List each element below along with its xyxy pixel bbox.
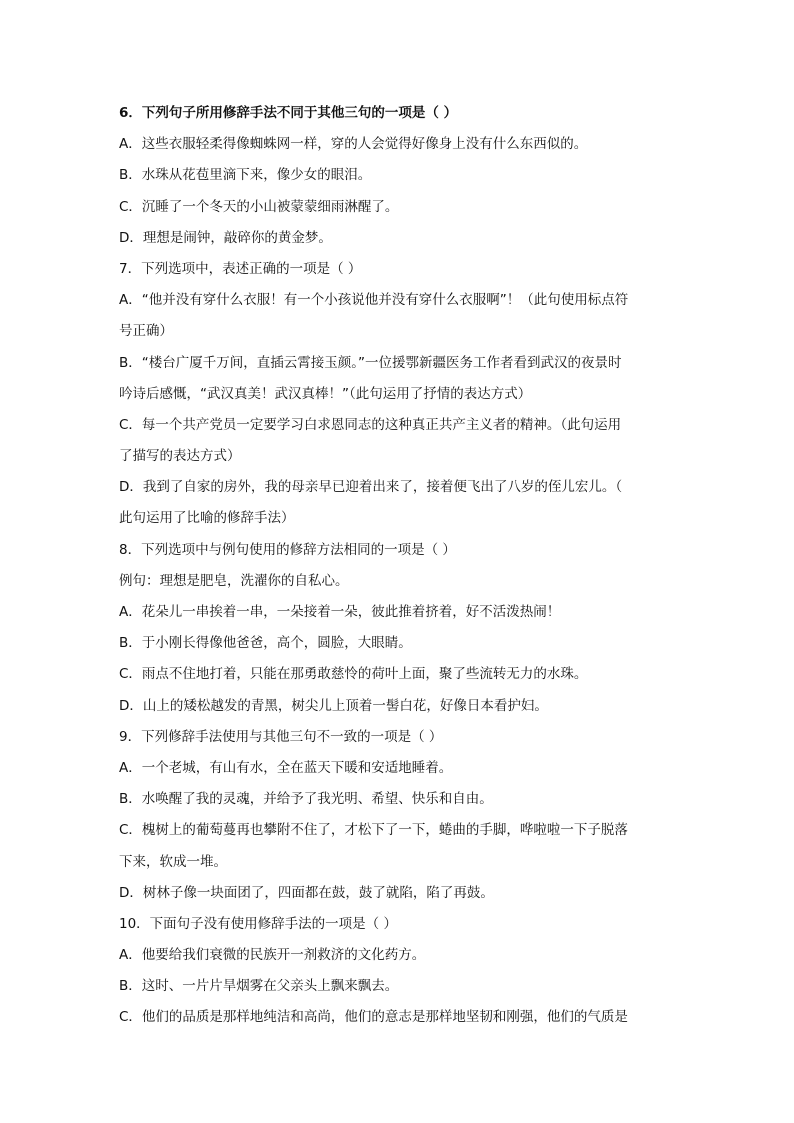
option-a-continued: 号正确） [119,323,173,340]
option-c: C．沉睡了一个冬天的小山被蒙蒙细雨淋醒了。 [119,198,399,215]
option-d: D．树林子像一块面团了，四面都在鼓，鼓了就陷，陷了再鼓。 [119,884,494,901]
option-c-continued: 下来，软成一堆。 [119,853,227,870]
option-b: B．“楼台广厦千万间，直插云霄接玉颜。”一位援鄂新疆医务工作者看到武汉的夜景时 [119,354,622,371]
question-stem: 9．下列修辞手法使用与其他三句不一致的一项是（ ） [119,728,443,745]
question-8 [119,535,679,722]
option-d: D．理想是闹钟，敲碎你的黄金梦。 [119,229,332,246]
option-c: C．雨点不住地打着，只能在那勇敢慈怜的荷叶上面，聚了些流转无力的水珠。 [119,666,588,683]
question-6 [119,98,679,254]
example-sentence: 例句：理想是肥皂，洗濯你的自私心。 [119,572,349,589]
question-9 [119,722,679,909]
question-stem: 10．下面句子没有使用修辞手法的一项是（ ） [119,915,397,932]
option-d: D．山上的矮松越发的青黑，树尖儿上顶着一髻白花，好像日本看护妇。 [119,697,548,714]
option-d-continued: 此句运用了比喻的修辞手法） [119,510,295,527]
option-b: B．这时、一片片旱烟雾在父亲头上飘来飘去。 [119,978,399,995]
option-b-continued: 吟诗后感慨，“武汉真美！武汉真棒！”（此句运用了抒情的表达方式） [119,385,532,402]
question-stem: 6．下列句子所用修辞手法不同于其他三句的一项是（ ） [119,105,458,121]
question-7 [119,254,679,535]
option-b: B．水唤醒了我的灵魂，并给予了我光明、希望、快乐和自由。 [119,791,493,808]
question-stem: 8．下列选项中与例句使用的修辞方法相同的一项是（ ） [119,541,456,558]
question-10 [119,909,679,1034]
option-a: A．他要给我们衰微的民族开一剂救济的文化药方。 [119,947,426,964]
option-c: C．他们的品质是那样地纯洁和高尚，他们的意志是那样地坚韧和刚强，他们的气质是 [119,1009,628,1026]
question-stem: 7．下列选项中，表述正确的一项是（ ） [119,260,362,277]
option-a: A．一个老城，有山有水，全在蓝天下暖和安适地睡着。 [119,759,453,776]
option-c-continued: 了描写的表达方式） [119,448,241,465]
option-c: C．槐树上的葡萄蔓再也攀附不住了，才松下了一下，蜷曲的手脚，哗啦啦一下子脱落 [119,822,628,839]
option-a: A．“他并没有穿什么衣服！有一个小孩说他并没有穿什么衣服啊”！（此句使用标点符 [119,292,629,309]
option-a: A．这些衣服轻柔得像蜘蛛网一样，穿的人会觉得好像身上没有什么东西似的。 [119,136,588,153]
option-b: B．于小刚长得像他爸爸，高个，圆脸，大眼睛。 [119,635,412,652]
option-a: A．花朵儿一串挨着一串，一朵接着一朵，彼此推着挤着，好不活泼热闹！ [119,604,561,620]
option-c: C．每一个共产党员一定要学习白求恩同志的这种真正共产主义者的精神。（此句运用 [119,416,622,433]
option-b: B．水珠从花苞里滴下来，像少女的眼泪。 [119,167,372,184]
option-d: D．我到了自家的房外，我的母亲早已迎着出来了，接着便飞出了八岁的侄儿宏儿。（ [119,479,623,496]
question-list [119,98,679,1034]
